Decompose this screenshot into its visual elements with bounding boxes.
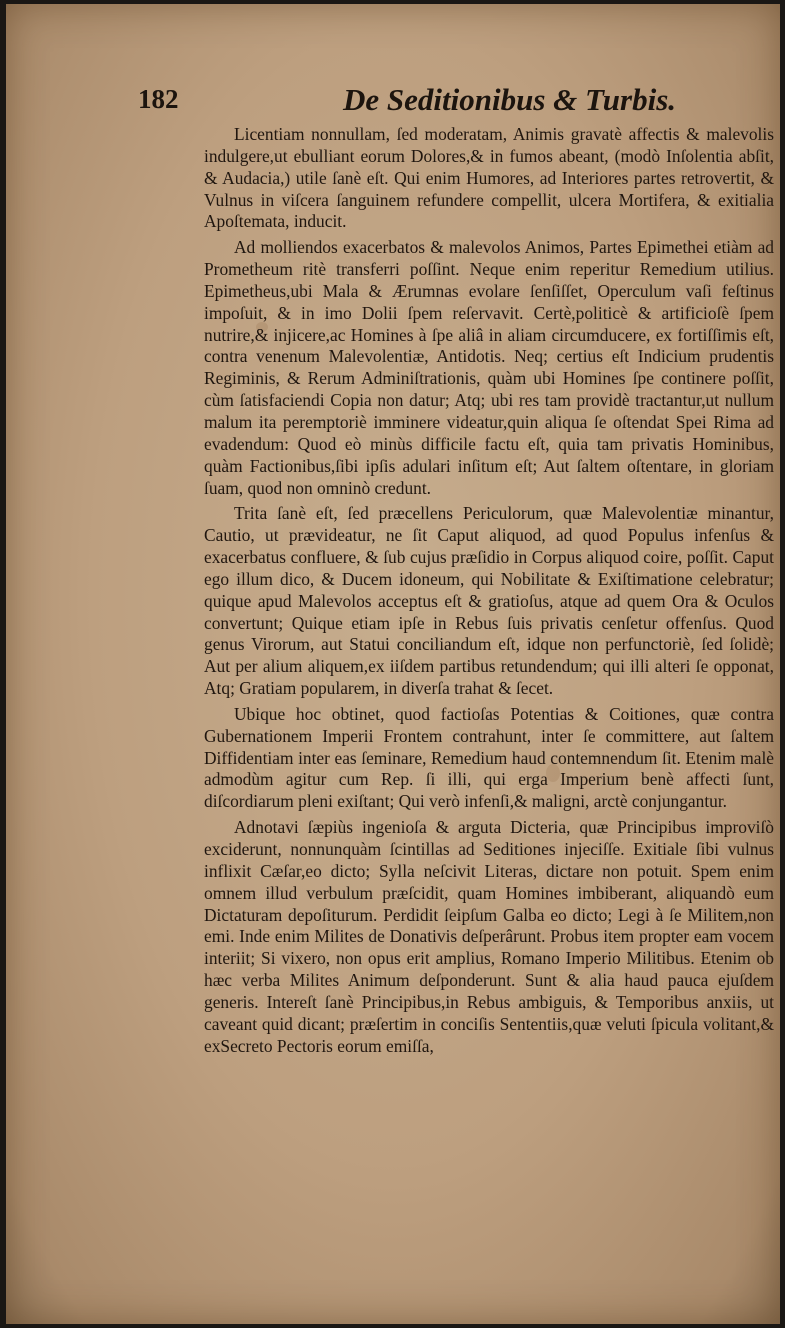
paragraph: Licentiam nonnullam, ſed moderatam, Animis gravatè affectis & malevolis indulgere,ut ebulliant eorum Dolores,& in fumos abeant, (modò Inſolentia abſit, & Audacia,) utile ſanè eſt. Qui enim Humores, ad Interiores partes retrovertit, & Vulnus in viſcera ſanguinem refundere compellit, ulcera Mortifera, & exitialia Apoſtemata, inducit. (204, 124, 774, 232)
paragraph: Ad molliendos exacerbatos & malevolos Animos, Partes Epimethei etiàm ad Prometheum ritè transferri poſſint. Neque enim reperitur Remedium utilius. Epimetheus,ubi Mala & Ærumnas evolare ſenſiſſet, Operculum vaſi feſtinus impoſuit, & in imo Dolii ſpem reſervavit. Certè,politicè & artificioſè ſpem nutrire,& injicere,ac Homines à ſpe aliâ in aliam circumducere, ex fortiſſimis eſt, contra venenum Malevolentiæ, Antidotis. Neq; certius eſt Indicium prudentis Regiminis, & Rerum Adminiſtrationis, quàm ubi Homines ſpe continere poſſit, cùm ſatisfaciendi Copia non datur; Atq; ubi res tam providè tractantur,ut nullum malum ita peremptoriè imminere videatur,quin aliqua ſe oſtendat Spei Rima ad evadendum: Quod eò minùs difficile factu eſt, quia tam privatis Hominibus, quàm Factionibus,ſibi ipſis adulari inſitum eſt; Aut ſaltem oſtentare, in gloriam ſuam, quod non omninò credunt. (204, 237, 774, 498)
running-title: De Seditionibus & Turbis. (343, 82, 677, 117)
paragraph: Trita ſanè eſt, ſed præcellens Periculorum, quæ Malevolentiæ minantur, Cautio, ut prævideatur, ne ſit Caput aliquod, ad quod Populus infenſus & exacerbatus confluere, & ſub cujus præſidio in Corpus aliquod coire, poſſit. Caput ego illum dico, & Ducem idoneum, qui Nobilitate & Exiſtimatione celebratur; quique apud Malevolos acceptus eſt & gratioſus, atque ad quem Ora & Oculos convertunt; Quique etiam ipſe in Rebus ſuis privatis cenſetur offenſus. Quod genus Virorum, aut Statui conciliandum eſt, idque non perfunctoriè, ſed ſolidè; Aut per alium aliquem,ex iiſdem partibus retundendum; qui illi alteri ſe opponat, Atq; Gratiam popularem, in diverſa trahat & ſecet. (204, 503, 774, 699)
page-header (138, 80, 677, 120)
body-text (204, 124, 774, 1061)
page-number: 182 (138, 84, 179, 114)
book-page (6, 4, 780, 1324)
paragraph: Ubique hoc obtinet, quod factioſas Potentias & Coitiones, quæ contra Gubernationem Imperii Frontem contrahunt, inter ſe committere, aut ſaltem Diffidentiam inter eas ſeminare, Remedium haud contemnendum ſit. Etenim malè admodùm agitur cum Rep. ſi illi, qui erga Imperium benè affecti ſunt, diſcordiarum pleni exiſtant; Qui verò infenſi,& maligni, arctè conjungantur. (204, 703, 774, 812)
paragraph: Adnotavi ſæpiùs ingenioſa & arguta Dicteria, quæ Principibus improviſò exciderunt, nonnunquàm ſcintillas ad Seditiones injeciſſe. Exitiale ſibi vulnus inflixit Cæſar,eo dicto; Sylla neſcivit Literas, dictare non potuit. Spem enim omnem illud verbulum præſcidit, quam Homines imbiberant, aliquandò eum Dictaturam depoſiturum. Perdidit ſeipſum Galba eo dicto; Legi à ſe Militem,non emi. Inde enim Milites de Donativis deſperârunt. Probus item propter eam vocem interiit; Si vixero, non opus erit amplius, Romano Imperio Militibus. Etenim ob hæc verba Milites Animum deſponderunt. Sunt & alia haud pauca ejuſdem generis. Intereſt ſanè Principibus,in Rebus ambiguis, & Temporibus anxiis, ut caveant quid dicant; præſertim in conciſis Sententiis,quæ veluti ſpicula volitant,& exSecreto Pectoris eorum emiſſa, (204, 817, 774, 1056)
